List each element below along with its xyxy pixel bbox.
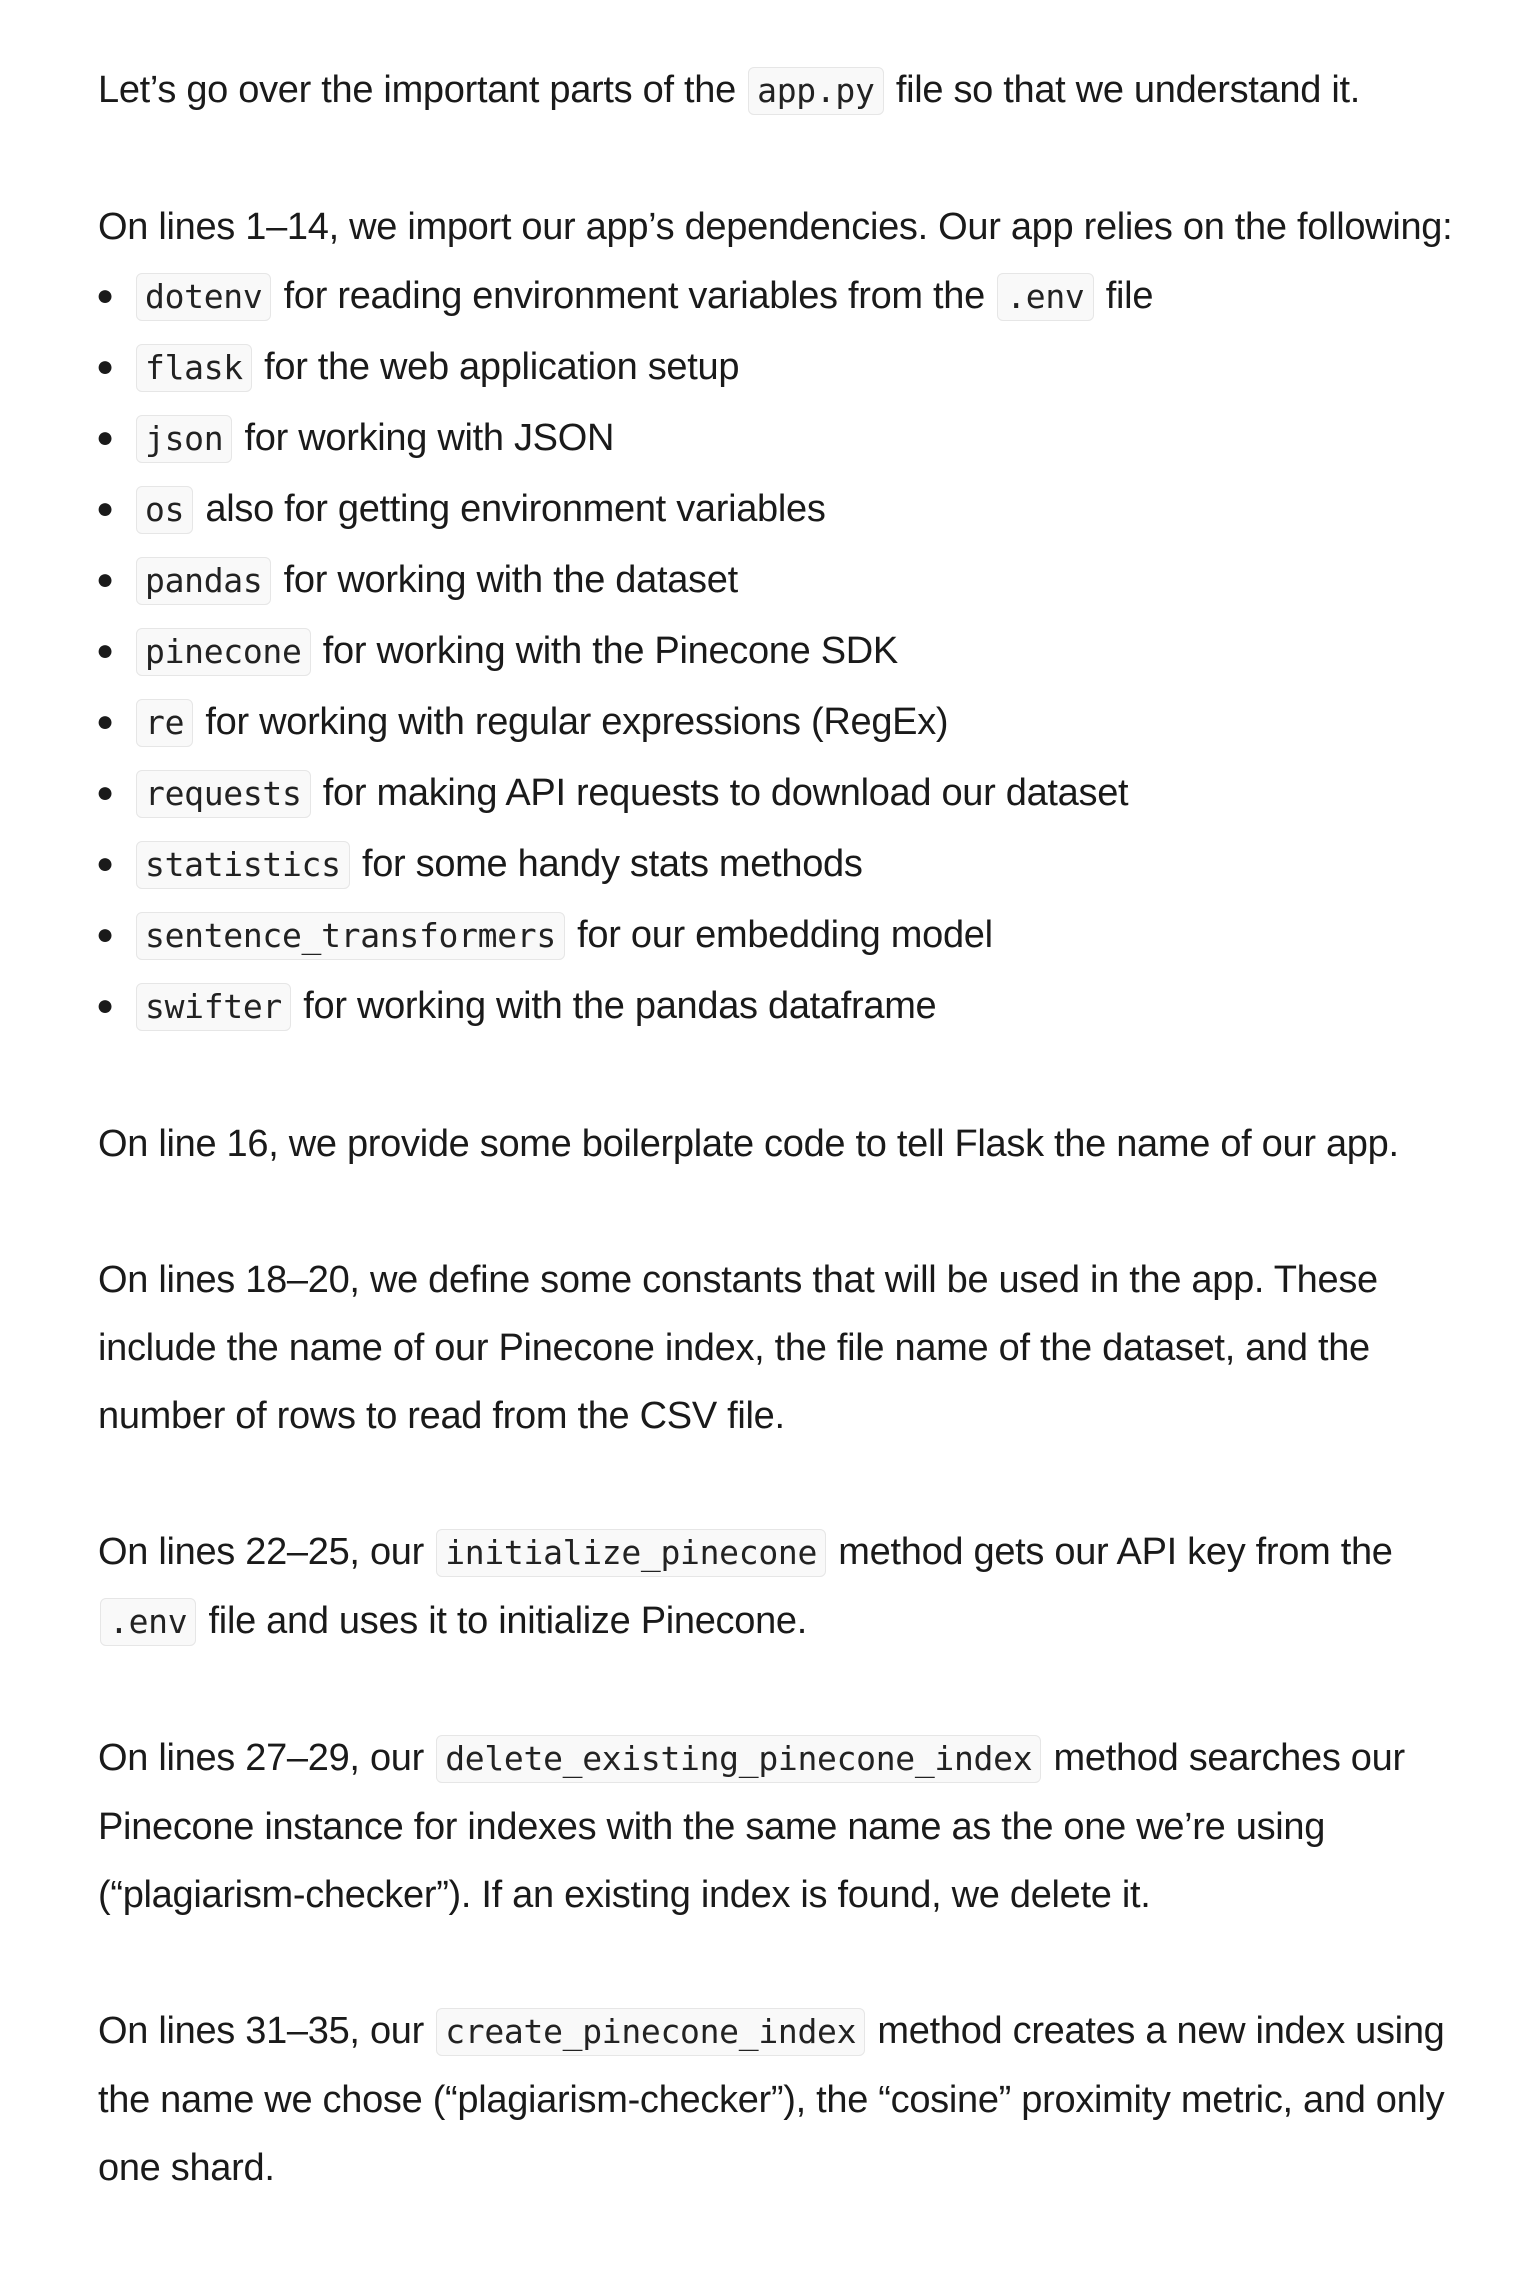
list-item-text: for some handy stats methods (351, 843, 863, 885)
lines31-35-paragraph (98, 1997, 1472, 2202)
inline-code: app.py (748, 67, 883, 115)
paragraph-text: On lines 31–35, our (98, 2010, 435, 2052)
bullet-icon: ● (96, 705, 114, 738)
inline-code: dotenv (136, 273, 271, 321)
list-item (98, 261, 1472, 332)
bullet-icon: ● (96, 492, 114, 525)
inline-code: os (136, 486, 193, 534)
inline-code: json (136, 415, 232, 463)
inline-code: .env (100, 1598, 196, 1646)
list-item (98, 403, 1472, 474)
list-item (98, 758, 1472, 829)
bullet-icon: ● (96, 279, 114, 312)
list-item-text: for making API requests to download our dataset (312, 772, 1129, 814)
paragraph-text: file and uses it to initialize Pinecone. (198, 1600, 808, 1642)
bullet-icon: ● (96, 563, 114, 596)
list-item-text: for the web application setup (253, 346, 740, 388)
list-item-text: for our embedding model (566, 914, 993, 956)
bullet-icon: ● (96, 918, 114, 951)
list-item-text: for working with JSON (234, 417, 615, 459)
inline-code: create_pinecone_index (436, 2008, 865, 2056)
inline-code: .env (997, 273, 1093, 321)
list-item-text: for working with regular expressions (RegEx) (195, 701, 949, 743)
list-item-text: for working with the Pinecone SDK (312, 630, 898, 672)
intro-text: file so that we understand it. (885, 69, 1360, 111)
inline-code: flask (136, 344, 252, 392)
dependencies-intro: On lines 1–14, we import our app’s dependencies. Our app relies on the following: (98, 206, 1453, 248)
list-item-text: for working with the pandas dataframe (292, 985, 937, 1027)
inline-code: statistics (136, 841, 350, 889)
paragraph-text: method creates a new index using the name we chose (“plagiarism-checker”), the “cosine” proximity metric, and only one shard. (98, 2010, 1445, 2189)
list-item (98, 474, 1472, 545)
lines18-20-paragraph: On lines 18–20, we define some constants that will be used in the app. These include the name of our Pinecone index, the file name of the dataset, and the number of rows to read from the CSV file. (98, 1259, 1378, 1437)
list-item (98, 616, 1472, 687)
list-item (98, 900, 1472, 971)
inline-code: pinecone (136, 628, 311, 676)
paragraph-text: method gets our API key from the (828, 1531, 1393, 1573)
list-item-text: file (1095, 275, 1154, 317)
inline-code: requests (136, 770, 311, 818)
list-item (98, 687, 1472, 758)
lines22-25-paragraph (98, 1518, 1472, 1656)
inline-code: delete_existing_pinecone_index (436, 1735, 1041, 1783)
list-item (98, 332, 1472, 403)
list-item-text: for working with the dataset (273, 559, 738, 601)
paragraph-text: On lines 22–25, our (98, 1531, 435, 1573)
list-item (98, 829, 1472, 900)
bullet-icon: ● (96, 350, 114, 383)
list-item (98, 971, 1472, 1042)
bullet-icon: ● (96, 847, 114, 880)
inline-code: initialize_pinecone (436, 1529, 826, 1577)
intro-paragraph (98, 56, 1472, 125)
list-item-text: also for getting environment variables (195, 488, 826, 530)
intro-text: Let’s go over the important parts of the (98, 69, 747, 111)
bullet-icon: ● (96, 776, 114, 809)
bullet-icon: ● (96, 634, 114, 667)
paragraph-text: On lines 27–29, our (98, 1737, 435, 1779)
dependency-list (98, 261, 1472, 1042)
list-item-text: for reading environment variables from the (273, 275, 996, 317)
inline-code: pandas (136, 557, 271, 605)
inline-code: re (136, 699, 193, 747)
bullet-icon: ● (96, 421, 114, 454)
lines27-29-paragraph (98, 1724, 1472, 1929)
paragraph-text: method searches our Pinecone instance for indexes with the same name as the one we’re using (“plagiarism-checker”). If an existing index is found, we delete it. (98, 1737, 1405, 1916)
bullet-icon: ● (96, 989, 114, 1022)
list-item (98, 545, 1472, 616)
inline-code: swifter (136, 983, 291, 1031)
line16-paragraph: On line 16, we provide some boilerplate code to tell Flask the name of our app. (98, 1123, 1399, 1165)
inline-code: sentence_transformers (136, 912, 565, 960)
